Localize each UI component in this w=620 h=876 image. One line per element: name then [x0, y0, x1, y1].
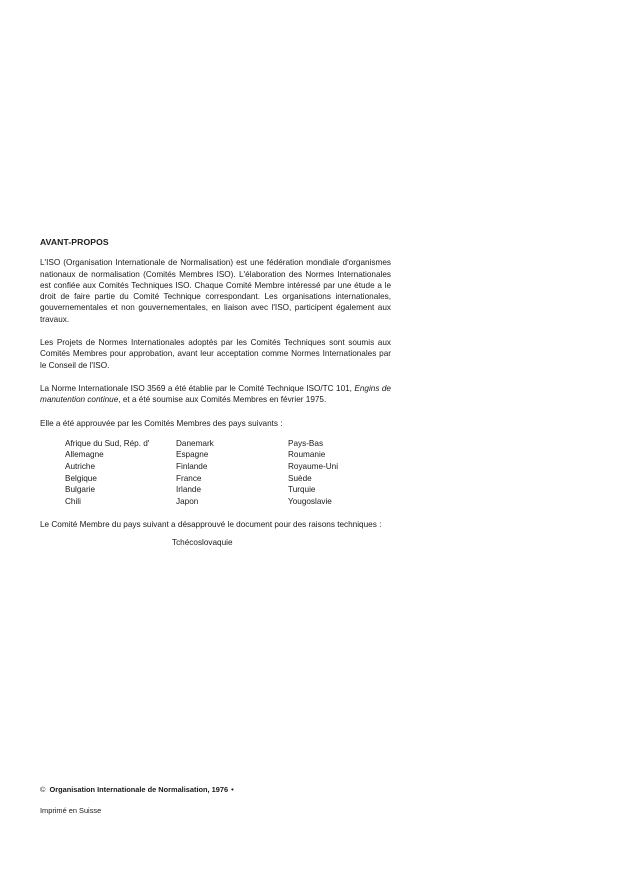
- country-item: Danemark: [176, 438, 214, 448]
- country-item: Bulgarie: [65, 485, 96, 495]
- approval-paragraph: Elle a été approuvée par les Comités Membres des pays suivants :: [40, 418, 283, 428]
- intro-paragraph: L'ISO (Organisation Internationale de Normalisation) est une fédération mondiale d'organismes nationaux de normalisation (Comités Membres ISO). L'élaboration des Normes Internationales est confiée aux Comités Techniques ISO. Chaque Comité Membre intéressé par une étude a le droit de faire partie du Comité Technique correspondant. Les organisations internationales, gouvernementales et non gouvernementales, en liaison avec l'ISO, participent également aux travaux.: [40, 258, 391, 324]
- country-item: Suède: [288, 473, 312, 483]
- drafts-paragraph: Les Projets de Normes Internationales adoptés par les Comités Techniques sont soumis aux Comités Membres pour approbation, avant leur acceptation comme Normes Internationales par le Conseil de l'ISO.: [40, 338, 391, 370]
- disapproval-paragraph: Le Comité Membre du pays suivant a désapprouvé le document pour des raisons techniques :: [40, 520, 382, 530]
- country-item: Irlande: [176, 485, 202, 495]
- country-item: Roumanie: [288, 450, 326, 460]
- country-item: France: [176, 473, 202, 483]
- standard-paragraph: [40, 383, 391, 406]
- country-item: Pays-Bas: [288, 438, 324, 448]
- country-item: Belgique: [65, 473, 97, 483]
- standard-text-before: La Norme Internationale ISO 3569 a été établie par le Comité Technique ISO/TC 101,: [40, 383, 355, 393]
- country-item: Allemagne: [65, 450, 104, 460]
- country-item: Chili: [65, 496, 81, 506]
- bullet-icon: •: [231, 785, 234, 794]
- committee-title: Engins de manutention continue: [40, 383, 391, 405]
- country-item: Turquie: [288, 485, 316, 495]
- copyright-text: Organisation Internationale de Normalisation, 1976: [49, 785, 229, 794]
- copyright-icon: ©: [40, 785, 46, 794]
- printed-in: Imprimé en Suisse: [40, 806, 102, 815]
- country-item: Japon: [176, 496, 199, 506]
- country-item: Afrique du Sud, Rép. d': [65, 438, 150, 448]
- country-item: Autriche: [65, 462, 96, 472]
- section-heading: AVANT-PROPOS: [40, 237, 109, 247]
- country-item: Finlande: [176, 462, 208, 472]
- country-item: Espagne: [176, 450, 209, 460]
- foreword-section: [40, 237, 391, 548]
- country-column: [65, 438, 176, 508]
- approving-countries-list: [65, 438, 391, 508]
- disapproving-country: Tchécoslovaquie: [172, 537, 233, 547]
- country-item: Yougoslavie: [288, 496, 332, 506]
- country-column: [288, 438, 408, 508]
- country-column: [176, 438, 288, 508]
- country-item: Royaume-Uni: [288, 462, 339, 472]
- standard-text-after: , et a été soumise aux Comités Membres en février 1975.: [118, 395, 327, 405]
- copyright-line: [40, 785, 234, 794]
